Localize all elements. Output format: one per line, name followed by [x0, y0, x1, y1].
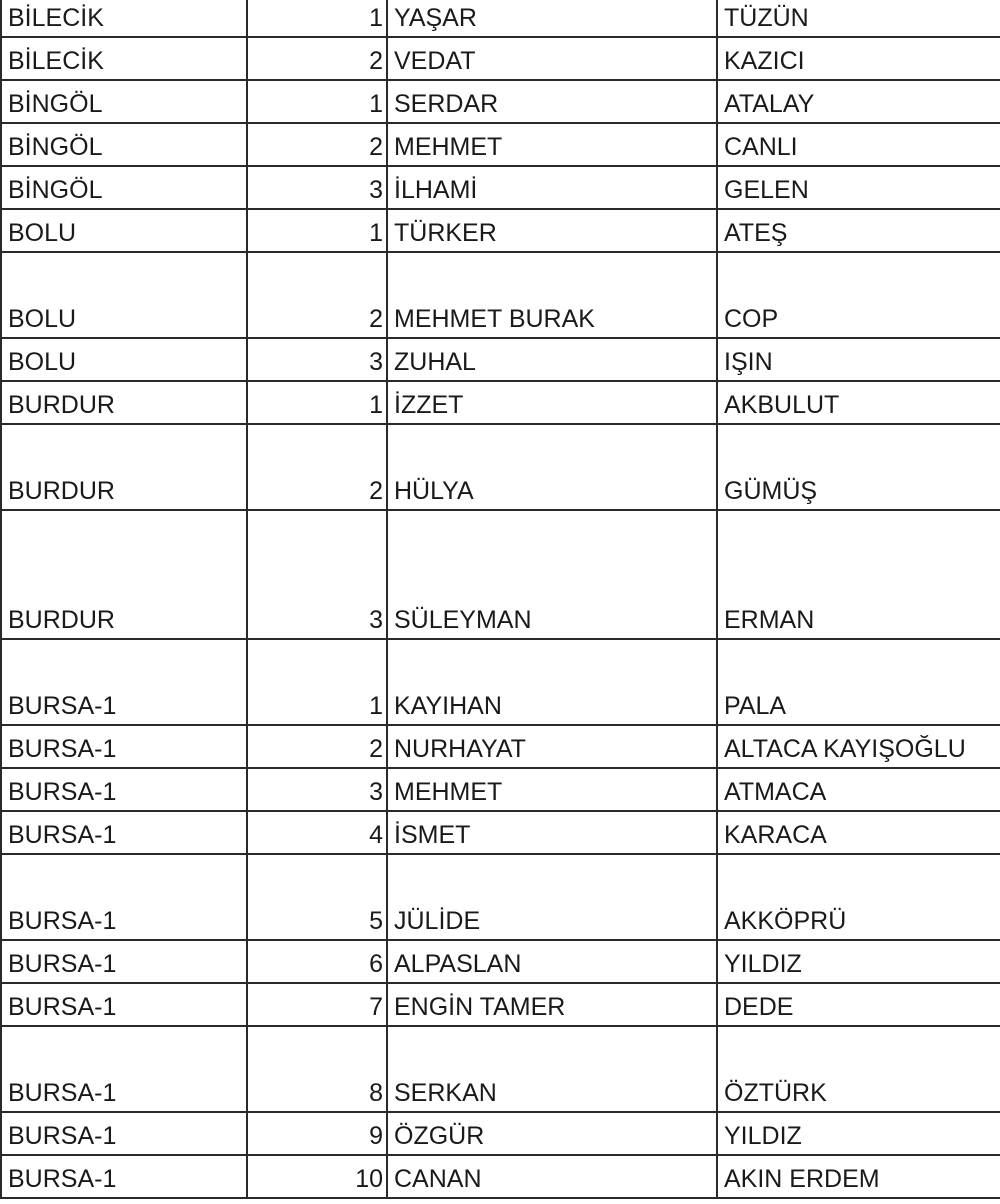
table-row: [1, 37, 1000, 80]
cell-first-name: VEDAT: [387, 37, 717, 80]
cell-first-name: ALPASLAN: [387, 940, 717, 983]
cell-rank: 5: [247, 854, 387, 940]
cell-province: BURSA-1: [1, 725, 247, 768]
table-row: [1, 1112, 1000, 1155]
cell-first-name: NURHAYAT: [387, 725, 717, 768]
table-body: [1, 0, 1000, 1198]
cell-province: BURDUR: [1, 424, 247, 510]
cell-rank: 1: [247, 209, 387, 252]
cell-rank: 4: [247, 811, 387, 854]
cell-province: BURSA-1: [1, 1026, 247, 1112]
cell-province: BİNGÖL: [1, 123, 247, 166]
cell-first-name: CANAN: [387, 1155, 717, 1198]
cell-last-name: GELEN: [717, 166, 1000, 209]
table-row: [1, 811, 1000, 854]
cell-last-name: KARACA: [717, 811, 1000, 854]
table-row: [1, 983, 1000, 1026]
cell-first-name: ZUHAL: [387, 338, 717, 381]
cell-first-name: İSMET: [387, 811, 717, 854]
table-row: [1, 123, 1000, 166]
cell-rank: 2: [247, 725, 387, 768]
table-row: [1, 166, 1000, 209]
cell-rank: 3: [247, 166, 387, 209]
cell-rank: 3: [247, 768, 387, 811]
table-row: [1, 1026, 1000, 1112]
cell-last-name: TÜZÜN: [717, 0, 1000, 37]
cell-province: BURSA-1: [1, 854, 247, 940]
table-row: [1, 1155, 1000, 1198]
table-row: [1, 768, 1000, 811]
cell-last-name: ERMAN: [717, 510, 1000, 639]
cell-province: BİLECİK: [1, 0, 247, 37]
cell-rank: 3: [247, 338, 387, 381]
cell-last-name: PALA: [717, 639, 1000, 725]
table-row: [1, 381, 1000, 424]
table-row: [1, 725, 1000, 768]
cell-first-name: HÜLYA: [387, 424, 717, 510]
cell-first-name: ENGİN TAMER: [387, 983, 717, 1026]
cell-rank: 8: [247, 1026, 387, 1112]
cell-province: BOLU: [1, 252, 247, 338]
cell-last-name: AKKÖPRÜ: [717, 854, 1000, 940]
cell-rank: 3: [247, 510, 387, 639]
cell-last-name: DEDE: [717, 983, 1000, 1026]
cell-first-name: İLHAMİ: [387, 166, 717, 209]
table-row: [1, 252, 1000, 338]
cell-province: BİNGÖL: [1, 80, 247, 123]
cell-first-name: MEHMET BURAK: [387, 252, 717, 338]
cell-first-name: KAYIHAN: [387, 639, 717, 725]
cell-province: BURSA-1: [1, 940, 247, 983]
cell-province: BURSA-1: [1, 811, 247, 854]
cell-last-name: AKBULUT: [717, 381, 1000, 424]
cell-rank: 1: [247, 381, 387, 424]
cell-first-name: SÜLEYMAN: [387, 510, 717, 639]
cell-rank: 9: [247, 1112, 387, 1155]
table-row: [1, 338, 1000, 381]
cell-rank: 1: [247, 80, 387, 123]
cell-province: BURDUR: [1, 381, 247, 424]
cell-province: BURSA-1: [1, 639, 247, 725]
cell-first-name: ÖZGÜR: [387, 1112, 717, 1155]
cell-province: BURSA-1: [1, 1155, 247, 1198]
cell-rank: 7: [247, 983, 387, 1026]
table-row: [1, 854, 1000, 940]
cell-province: BİNGÖL: [1, 166, 247, 209]
cell-last-name: CANLI: [717, 123, 1000, 166]
cell-first-name: YAŞAR: [387, 0, 717, 37]
table-row: [1, 940, 1000, 983]
cell-rank: 10: [247, 1155, 387, 1198]
cell-first-name: JÜLİDE: [387, 854, 717, 940]
cell-last-name: KAZICI: [717, 37, 1000, 80]
cell-province: BURDUR: [1, 510, 247, 639]
cell-last-name: COP: [717, 252, 1000, 338]
cell-last-name: IŞIN: [717, 338, 1000, 381]
cell-province: BOLU: [1, 338, 247, 381]
cell-rank: 2: [247, 424, 387, 510]
table-row: [1, 209, 1000, 252]
cell-rank: 1: [247, 639, 387, 725]
table-row: [1, 0, 1000, 37]
table-row: [1, 80, 1000, 123]
table-row: [1, 639, 1000, 725]
cell-province: BURSA-1: [1, 1112, 247, 1155]
cell-first-name: MEHMET: [387, 768, 717, 811]
cell-first-name: SERDAR: [387, 80, 717, 123]
cell-province: BİLECİK: [1, 37, 247, 80]
cell-first-name: SERKAN: [387, 1026, 717, 1112]
cell-province: BURSA-1: [1, 768, 247, 811]
cell-rank: 2: [247, 37, 387, 80]
cell-rank: 1: [247, 0, 387, 37]
table-row: [1, 424, 1000, 510]
cell-first-name: MEHMET: [387, 123, 717, 166]
cell-last-name: ATEŞ: [717, 209, 1000, 252]
cell-first-name: İZZET: [387, 381, 717, 424]
cell-rank: 2: [247, 123, 387, 166]
cell-last-name: ATMACA: [717, 768, 1000, 811]
cell-last-name: YILDIZ: [717, 1112, 1000, 1155]
cell-last-name: ATALAY: [717, 80, 1000, 123]
table-row: [1, 510, 1000, 639]
cell-last-name: GÜMÜŞ: [717, 424, 1000, 510]
cell-last-name: ALTACA KAYIŞOĞLU: [717, 725, 1000, 768]
cell-province: BURSA-1: [1, 983, 247, 1026]
cell-first-name: TÜRKER: [387, 209, 717, 252]
cell-province: BOLU: [1, 209, 247, 252]
cell-last-name: ÖZTÜRK: [717, 1026, 1000, 1112]
cell-last-name: AKIN ERDEM: [717, 1155, 1000, 1198]
cell-last-name: YILDIZ: [717, 940, 1000, 983]
cell-rank: 6: [247, 940, 387, 983]
cell-rank: 2: [247, 252, 387, 338]
